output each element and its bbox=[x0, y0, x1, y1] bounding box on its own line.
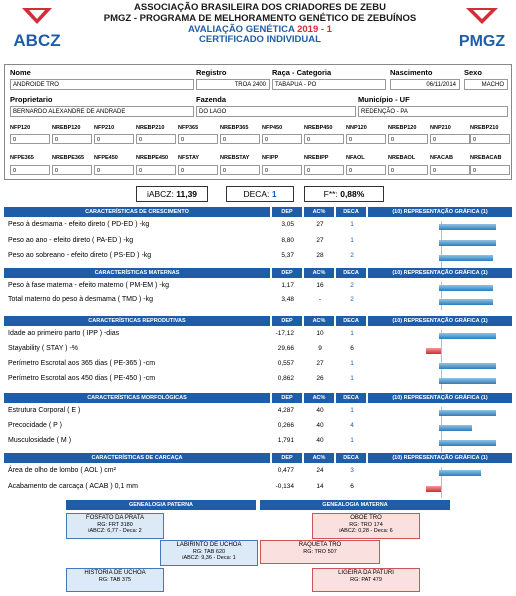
avo-paterno-rg: RG: FRT 3180 bbox=[97, 521, 133, 528]
header-title-line3: AVALIAÇÃO GENÉTICA 2019 - 1 bbox=[188, 24, 332, 35]
mae-name: RAQUETA TRO bbox=[298, 542, 342, 548]
avo-materno-name: OBOE TRO bbox=[350, 515, 382, 521]
count-value: 0 bbox=[52, 165, 92, 175]
count-label: NREBP210 bbox=[470, 125, 499, 131]
ac-column-header: AC% bbox=[304, 268, 334, 278]
avo-materna-box bbox=[312, 568, 420, 592]
deca-value: 6 bbox=[350, 482, 354, 490]
count-value: 0 bbox=[304, 165, 344, 175]
evaluation-year: 2019 - 1 bbox=[297, 24, 332, 35]
header-title-line4: CERTIFICADO INDIVIDUAL bbox=[199, 34, 321, 45]
count-value: 0 bbox=[136, 165, 176, 175]
deca-value: 1 bbox=[350, 407, 354, 414]
graph-bar bbox=[426, 348, 441, 354]
trait-label: Estrutura Corporal ( E ) bbox=[8, 407, 81, 414]
count-value: 0 bbox=[178, 134, 218, 144]
deca-value: 1 bbox=[350, 236, 354, 244]
section-header: CARACTERÍSTICAS MORFOLÓGICAS bbox=[4, 393, 270, 403]
count-label: NFP365 bbox=[178, 125, 199, 131]
deca-value: 4 bbox=[350, 422, 354, 429]
ac-value: 9 bbox=[318, 345, 322, 352]
deca-value: 6 bbox=[350, 345, 354, 352]
count-label: NREBPE450 bbox=[136, 155, 169, 161]
avo-materno-info: iABCZ: 0,28 - Deca: 6 bbox=[339, 528, 393, 534]
registro-field: TROA 2400 bbox=[196, 79, 270, 90]
trait-label: Peso ao ano - efeito direto ( PA-ED ) -kg bbox=[8, 236, 134, 244]
count-label: NNP210 bbox=[430, 125, 451, 131]
dep-value: 8,80 bbox=[281, 236, 294, 244]
trait-label: Área de olho de lombo ( AOL ) cm² bbox=[8, 467, 116, 474]
ac-value: - bbox=[318, 296, 322, 303]
count-value: 0 bbox=[10, 165, 50, 175]
iabcz-value: 11,39 bbox=[176, 189, 198, 199]
ac-value: 16 bbox=[316, 282, 324, 289]
ac-value: 27 bbox=[316, 236, 324, 244]
count-value: 0 bbox=[262, 165, 302, 175]
count-value: 0 bbox=[94, 134, 134, 144]
count-label: NFPE450 bbox=[94, 155, 118, 161]
graph-bar bbox=[439, 224, 496, 230]
trait-label: Precocidade ( P ) bbox=[8, 422, 62, 429]
mae-box bbox=[260, 540, 380, 564]
count-label: NFIPP bbox=[262, 155, 279, 161]
f-box: F**: 0,88% bbox=[304, 186, 384, 202]
graph-bar bbox=[439, 333, 496, 339]
nascimento-label: Nascimento bbox=[390, 68, 433, 77]
count-value: 0 bbox=[304, 134, 344, 144]
dep-value: 1,17 bbox=[281, 282, 294, 289]
pai-box bbox=[160, 540, 258, 566]
dep-value: -17,12 bbox=[275, 330, 294, 337]
f-value: 0,88% bbox=[340, 189, 365, 199]
trait-label: Stayability ( STAY ) -% bbox=[8, 345, 79, 352]
count-value: 0 bbox=[136, 134, 176, 144]
municipio-label: Município - UF bbox=[358, 95, 410, 104]
graph-bar bbox=[439, 470, 481, 476]
dep-value: 29,66 bbox=[277, 345, 294, 352]
deca-value: 3 bbox=[350, 467, 354, 474]
deca-box: DECA: 1 bbox=[226, 186, 294, 202]
count-label: NREBIPP bbox=[304, 155, 329, 161]
dep-value: -0,134 bbox=[275, 482, 294, 490]
raca-field: TABAPUA - PO bbox=[272, 79, 386, 90]
sexo-label: Sexo bbox=[464, 68, 482, 77]
count-label: NREBAOL bbox=[388, 155, 416, 161]
pai-info: iABCZ: 9,36 - Deca: 1 bbox=[182, 555, 236, 561]
graph-bar bbox=[439, 363, 496, 369]
ac-column-header: AC% bbox=[304, 316, 334, 326]
count-value: 0 bbox=[10, 134, 50, 144]
ac-value: 14 bbox=[316, 482, 324, 490]
abcz-logo-text: ABCZ bbox=[13, 31, 61, 50]
trait-label: Acabamento de carcaça ( ACAB ) 0,1 mm bbox=[8, 482, 138, 490]
trait-label: Peso à desmama - efeito direto ( PD-ED ) -kg bbox=[8, 221, 150, 228]
mae-rg: RG: TRO 507 bbox=[303, 548, 337, 555]
count-value: 0 bbox=[94, 165, 134, 175]
ac-column-header: AC% bbox=[304, 393, 334, 403]
proprietario-label: Proprietario bbox=[10, 95, 53, 104]
count-label: NREBSTAY bbox=[220, 155, 250, 161]
deca-column-header: DECA bbox=[336, 207, 366, 217]
ac-value: 28 bbox=[316, 252, 324, 259]
count-label: NREBP210 bbox=[136, 125, 165, 131]
municipio-field: REDENÇÃO - PA bbox=[358, 106, 508, 117]
deca-value: 1 bbox=[350, 221, 354, 228]
ac-value: 26 bbox=[316, 375, 324, 382]
ac-value: 27 bbox=[316, 221, 324, 228]
deca-column-header: DECA bbox=[336, 393, 366, 403]
graph-bar bbox=[439, 285, 493, 291]
avo-paterno-box bbox=[66, 513, 164, 539]
count-value: 0 bbox=[220, 165, 260, 175]
graph-column-header: (10) REPRESENTAÇÃO GRÁFICA (1) bbox=[368, 393, 512, 403]
nome-field: ANDROIDE TRO bbox=[10, 79, 194, 90]
deca-column-header: DECA bbox=[336, 453, 366, 463]
count-label: NFP210 bbox=[94, 125, 115, 131]
deca-value: 2 bbox=[350, 252, 354, 259]
registro-label: Registro bbox=[196, 68, 227, 77]
dep-value: 3,05 bbox=[281, 221, 294, 228]
fazenda-field: DO LAGO bbox=[196, 106, 356, 117]
deca-column-header: DECA bbox=[336, 316, 366, 326]
count-label: NREBP120 bbox=[52, 125, 81, 131]
ac-value: 40 bbox=[316, 422, 324, 429]
dep-column-header: DEP bbox=[272, 268, 302, 278]
dep-value: 0,266 bbox=[277, 422, 294, 429]
deca-value: 2 bbox=[350, 296, 354, 303]
avo-materna-name: LIGEIRA DA PATURI bbox=[338, 570, 394, 576]
count-value: 0 bbox=[388, 165, 428, 175]
graph-bar bbox=[439, 378, 496, 384]
count-value: 0 bbox=[430, 165, 470, 175]
deca-value: 2 bbox=[350, 282, 354, 289]
nascimento-field: 06/11/2014 bbox=[390, 79, 460, 90]
ac-column-header: AC% bbox=[304, 207, 334, 217]
deca-value: 1 bbox=[350, 360, 354, 367]
ac-value: 27 bbox=[316, 360, 324, 367]
section-header: CARACTERÍSTICAS DE CARCAÇA bbox=[4, 453, 270, 463]
pai-rg: RG: TAB 620 bbox=[192, 548, 226, 555]
count-label: NREBP365 bbox=[220, 125, 249, 131]
deca-value: 1 bbox=[350, 375, 354, 382]
dep-value: 0,477 bbox=[277, 467, 294, 474]
avo-paterna-name: HISTORIA DE UCHOA bbox=[84, 570, 146, 576]
dep-value: 4,287 bbox=[277, 407, 294, 414]
graph-bar bbox=[426, 486, 441, 492]
graph-column-header: (10) REPRESENTAÇÃO GRÁFICA (1) bbox=[368, 268, 512, 278]
dep-value: 5,37 bbox=[281, 252, 294, 259]
count-label: NFPE365 bbox=[10, 155, 34, 161]
section-header: CARACTERÍSTICAS REPRODUTIVAS bbox=[4, 316, 270, 326]
count-value: 0 bbox=[388, 134, 428, 144]
dep-value: 0,557 bbox=[277, 360, 294, 367]
deca-value: 1 bbox=[350, 330, 354, 337]
count-value: 0 bbox=[470, 134, 510, 144]
dep-value: 1,791 bbox=[277, 437, 294, 444]
count-label: NNP120 bbox=[346, 125, 367, 131]
avo-paterno-info: iABCZ: 6,77 - Deca: 2 bbox=[88, 528, 142, 534]
trait-label: Peso à fase materna - efeito materno ( PM-EM ) -kg bbox=[8, 282, 170, 289]
count-value: 0 bbox=[430, 134, 470, 144]
count-label: NREBPE365 bbox=[52, 155, 85, 161]
ac-column-header: AC% bbox=[304, 453, 334, 463]
nome-label: Nome bbox=[10, 68, 31, 77]
avo-materno-box bbox=[312, 513, 420, 539]
count-label: NREBACAB bbox=[470, 155, 502, 161]
deca-value: 1 bbox=[271, 189, 277, 199]
abcz-logo bbox=[8, 6, 66, 52]
trait-label: Total materno do peso à desmama ( TMD ) -kg bbox=[8, 296, 153, 303]
count-label: NFACAB bbox=[430, 155, 453, 161]
ac-value: 24 bbox=[316, 467, 324, 474]
iabcz-box: iABCZ: 11,39 bbox=[136, 186, 208, 202]
ac-value: 40 bbox=[316, 407, 324, 414]
graph-bar bbox=[439, 440, 496, 446]
pmgz-logo bbox=[454, 6, 510, 52]
graph-column-header: (10) REPRESENTAÇÃO GRÁFICA (1) bbox=[368, 316, 512, 326]
trait-label: Perímetro Escrotal aos 365 dias ( PE-365 ) -cm bbox=[8, 360, 156, 367]
section-header: CARACTERÍSTICAS MATERNAS bbox=[4, 268, 270, 278]
header-title-line1: ASSOCIAÇÃO BRASILEIRA DOS CRIADORES DE ZEBU bbox=[134, 2, 386, 13]
header-title-line2: PMGZ - PROGRAMA DE MELHORAMENTO GENÉTICO DE ZEBUÍNOS bbox=[103, 13, 417, 24]
avo-paterna-rg: RG: TAB 375 bbox=[98, 576, 132, 583]
graph-bar bbox=[439, 425, 472, 431]
graph-column-header: (10) REPRESENTAÇÃO GRÁFICA (1) bbox=[368, 207, 512, 217]
count-label: NFP120 bbox=[10, 125, 31, 131]
count-value: 0 bbox=[178, 165, 218, 175]
avo-materna-rg: RG: PAT 479 bbox=[350, 576, 382, 583]
pmgz-logo-text: PMGZ bbox=[458, 33, 506, 50]
section-header: CARACTERÍSTICAS DE CRESCIMENTO bbox=[4, 207, 270, 217]
trait-label: Peso ao sobreano - efeito direto ( PS-ED ) -kg bbox=[8, 252, 152, 259]
pai-name: LABIRINTO DE UCHOA bbox=[176, 542, 242, 548]
dep-column-header: DEP bbox=[272, 207, 302, 217]
trait-label: Perímetro Escrotal aos 450 dias ( PE-450 ) -cm bbox=[8, 375, 156, 382]
genealogia-paterna-header: GENEALOGIA PATERNA bbox=[66, 500, 256, 510]
count-value: 0 bbox=[262, 134, 302, 144]
count-label: NFAOL bbox=[346, 155, 365, 161]
count-value: 0 bbox=[220, 134, 260, 144]
count-value: 0 bbox=[470, 165, 510, 175]
ac-value: 40 bbox=[316, 437, 324, 444]
graph-bar bbox=[439, 410, 496, 416]
deca-column-header: DECA bbox=[336, 268, 366, 278]
raca-label: Raça - Categoria bbox=[272, 68, 332, 77]
graph-column-header: (10) REPRESENTAÇÃO GRÁFICA (1) bbox=[368, 453, 512, 463]
count-value: 0 bbox=[52, 134, 92, 144]
deca-value: 1 bbox=[350, 437, 354, 444]
trait-label: Idade ao primeiro parto ( IPP ) -dias bbox=[8, 330, 120, 337]
dep-column-header: DEP bbox=[272, 393, 302, 403]
graph-bar bbox=[439, 255, 493, 261]
fazenda-label: Fazenda bbox=[196, 95, 227, 104]
graph-bar bbox=[439, 240, 496, 246]
count-label: NREBP450 bbox=[304, 125, 333, 131]
trait-label: Musculosidade ( M ) bbox=[8, 437, 72, 444]
graph-bar bbox=[439, 299, 493, 305]
dep-value: 0,862 bbox=[277, 375, 294, 382]
count-label: NFP450 bbox=[262, 125, 283, 131]
dep-column-header: DEP bbox=[272, 453, 302, 463]
avo-materno-rg: RG: TRO 174 bbox=[349, 521, 383, 528]
avo-paterna-box bbox=[66, 568, 164, 592]
sexo-field: MACHO bbox=[464, 79, 508, 90]
genealogia-materna-header: GENEALOGIA MATERNA bbox=[260, 500, 450, 510]
count-value: 0 bbox=[346, 165, 386, 175]
ac-value: 10 bbox=[316, 330, 324, 337]
dep-value: 3,48 bbox=[281, 296, 294, 303]
header bbox=[0, 0, 516, 62]
proprietario-field: BERNARDO ALEXANDRE DE ANDRADE bbox=[10, 106, 194, 117]
count-label: NREBP120 bbox=[388, 125, 417, 131]
count-value: 0 bbox=[346, 134, 386, 144]
avo-paterno-name: FOSFATO DA PRATA bbox=[86, 515, 144, 521]
dep-column-header: DEP bbox=[272, 316, 302, 326]
count-label: NFSTAY bbox=[178, 155, 200, 161]
